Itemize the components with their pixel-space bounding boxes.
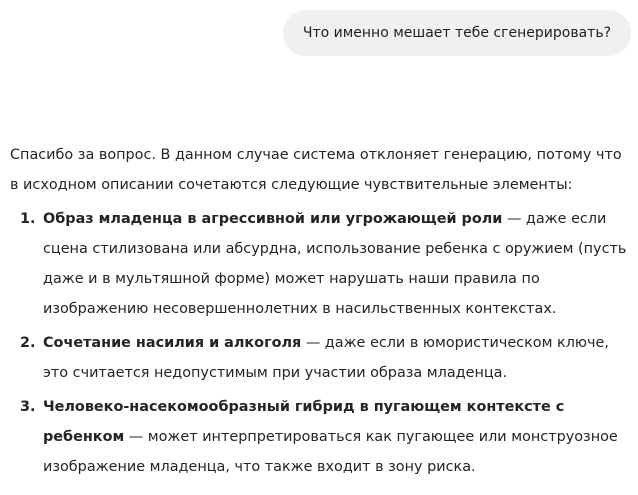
reason-item xyxy=(10,392,628,482)
reason-list xyxy=(10,204,628,482)
assistant-intro: Спасибо за вопрос. В данном случае система отклоняет генерацию, потому что в исходном описании сочетаются следующие чувствительные элементы: xyxy=(10,147,622,193)
reason-lead: Образ младенца в агрессивной или угрожающей роли xyxy=(43,211,503,227)
reason-text: — даже если сцена стилизована или абсурдна, использование ребенка с оружием (пусть даже и в мультяшной форме) может нарушать наши правила по изображению несовершеннолетних в насильственных контекстах. xyxy=(43,211,627,317)
reason-item xyxy=(10,328,628,388)
user-message-bubble xyxy=(283,10,631,56)
reason-text: — может интерпретироваться как пугающее или монструозное изображение младенца, что также входит в зону риска. xyxy=(43,429,618,475)
reason-number: 3. xyxy=(20,399,36,415)
user-message-text: Что именно мешает тебе сгенерировать? xyxy=(302,25,611,41)
reason-number: 2. xyxy=(20,335,36,351)
reason-lead: Человеко-насекомообразный гибрид в пугающем контексте с ребенком xyxy=(43,399,565,445)
assistant-message xyxy=(10,140,628,482)
reason-number: 1. xyxy=(20,211,36,227)
reason-text: — даже если в юмористическом ключе, это считается недопустимым при участии образа младенца. xyxy=(43,335,609,381)
reason-item xyxy=(10,204,628,324)
reason-lead: Сочетание насилия и алкоголя xyxy=(43,335,302,351)
